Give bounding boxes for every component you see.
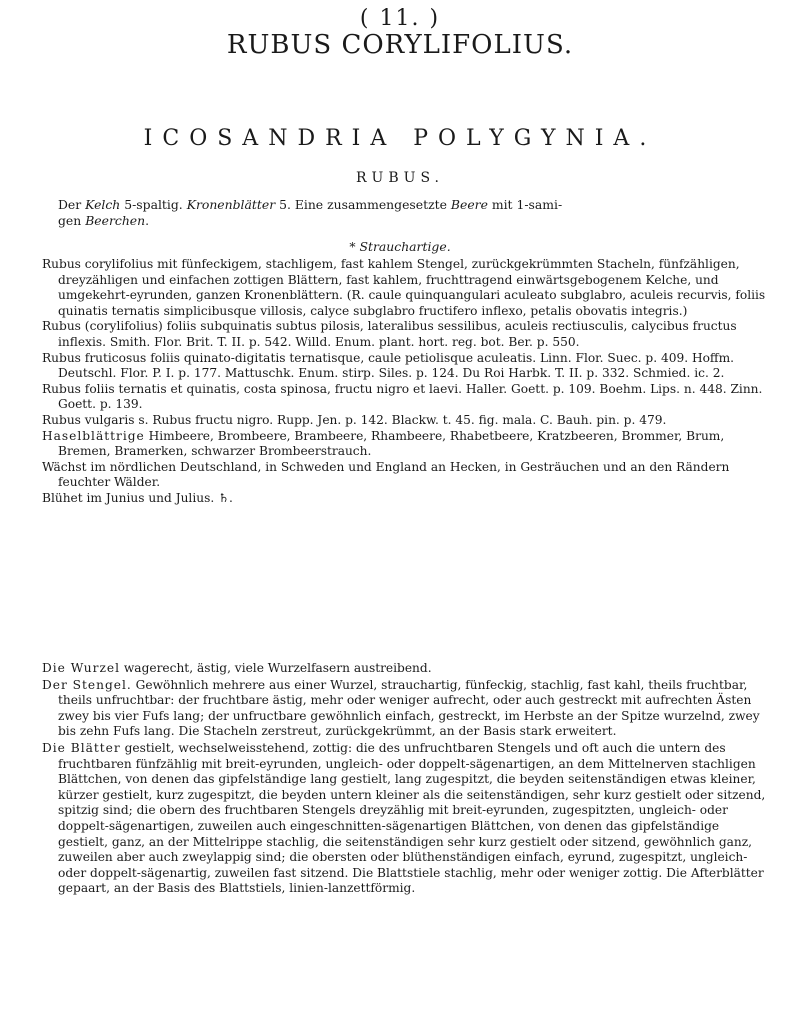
linnaean-class: ICOSANDRIA POLYGYNIA. [143, 126, 657, 151]
description-stem [42, 678, 766, 740]
description-root [42, 661, 766, 677]
synonym-entry [42, 382, 766, 413]
synonym-entry [42, 351, 766, 382]
entry-text: Blühet im Junius und Julius. ♄. [42, 490, 233, 505]
synonym-entry [42, 319, 766, 350]
text-run: mit 1-sami- [487, 197, 563, 212]
common-names-entry [42, 429, 766, 460]
flowering-entry [42, 491, 766, 507]
text-run: 5-spaltig. [120, 197, 187, 212]
entry-text: gestielt, wechselweisstehend, zottig: die des unfruchtbaren Stengels und oft auch die untern des fruchtbaren fünfzählig mit breit-eyrunden, ungleich- oder doppelt-sägenartigen, an dem Mittelnerven stachligen Blättchen, von denen das gipfelständige lang gestielt, lang zugespitzt, die beyden seitenständigen etwas kleiner, kürzer gestielt, kurz zugespitzt, die beyden untern kleiner als die seitenständigen, sehr kurz gestielt oder sitzend, spitzig sind; die obern des fruchtbaren Stengels dreyzählig mit breit-eyrunden, zugespitzten, ungleich- oder doppelt-sägenartigen, zuweilen auch eingeschnitten-sägenartigen Blättchen, von denen das gipfelständige gestielt, ganz, an der Mittelrippe stachlig, die seitenständigen sehr kurz gestielt oder sitzend, gewöhnlich ganz, zuweilen aber auch zweylappig sind; die obersten oder blüthenständigen einfach, eyrund, zugespitzt, ungleich- oder doppelt-sägenartig, zuweilen fast sitzend. Die Blattstiele stachlig, mehr oder weniger zottig. Die Afterblätter gepaart, an der Basis des Blattstiels, linien-lanzettförmig. [58, 740, 766, 896]
entry-text: (corylifolius) foliis subquinatis subtus pilosis, lateralibus sessilibus, aculeis rectiusculis, calycibus fructus inflexis. Smith. Flor. Brit. T. II. p. 542. Willd. Enum. plant. hort. reg. bot. Ber. p. 550. [58, 319, 737, 349]
entry-text: Wächst im nördlichen Deutschland, in Schweden und England an Hecken, in Gesträuchen und an den Rändern feuchter Wälder. [42, 459, 730, 490]
term-kelch: Kelch [85, 197, 121, 212]
page-number: ( 11. ) [359, 6, 441, 31]
entry-lead: Die Wurzel [42, 661, 120, 675]
entry-lead: Der Stengel. [42, 677, 132, 692]
page-title: RUBUS CORYLIFOLIUS. [226, 30, 574, 60]
entry-text: corylifolius mit fünfeckigem, stachligem, fast kahlem Stengel, zurückgekrümmten Stacheln, fünfzähligen, dreyzähligen und einfachen zottigen Blättern, fast kahlem, fruchttragend einwärtsgebogenem Kelche, und umgekehrt-eyrunden, ganzen Kronenblättern. (R. caule quinquangulari aculeato subglabro, aculeis recurvis, foliis quinatis ternatis simplicibusque villosis, calyce subglabro fructifero inflexo, petalis obovatis integris.) [58, 257, 766, 318]
habitat-entry [42, 460, 766, 491]
entry-text: wagerecht, ästig, viele Wurzelfasern austreibend. [120, 661, 432, 675]
genus-description [58, 197, 766, 229]
text-run: 5. Eine zusammengesetzte [275, 197, 451, 212]
entry-text: Himbeere, Brombeere, Brambeere, Rhambeere, Rhabetbeere, Kratzbeeren, Brommer, Brum, Bremen, Bramerken, schwarzer Brombeerstrauch. [58, 428, 725, 459]
section-heading: * Strauchartige. [349, 239, 451, 254]
entry-text: Gewöhnlich mehrere aus einer Wurzel, strauchartig, fünfeckig, stachlig, fast kahl, theils fruchtbar, theils unfruchtbar: der fruchtbare ästig, mehr oder weniger aufrecht, oder auch gestreckt mit aufrechten Ästen zwey bis vier Fufs lang; der unfructbare gewöhnlich einfach, gestreckt, im Herbste an der Spitze wurzelnd, zwey bis zehn Fufs lang. Die Stacheln zerstreut, zurückgekrümmt, an der Basis stark erweitert. [58, 677, 760, 739]
entry-text: foliis ternatis et quinatis, costa spinosa, fructu nigro et laevi. Haller. Goett. p. 109. Boehm. Lips. n. 448. Zinn. Goett. p. 139. [58, 381, 763, 412]
term-beere: Beere [450, 197, 488, 212]
synonym-entry [42, 413, 766, 429]
term-beerchen: Beerchen [85, 213, 146, 228]
entry-lead: Haselblättrige [42, 428, 145, 443]
synonym-entry [42, 257, 766, 319]
entry-lead: Die Blätter [42, 740, 121, 755]
entry-lead: Rubus [42, 319, 81, 334]
synonymy-block [42, 257, 766, 507]
text-run: gen [58, 213, 86, 228]
entry-text: fruticosus foliis quinato-digitatis ternatisque, caule petiolisque aculeatis. Linn. Flor. Suec. p. 409. Hoffm. Deutschl. Flor. P. I. p. 177. Mattuschk. Enum. stirp. Siles. p. 124. Du Roi Harbk. T. II. p. 332. Schmied. ic. 2. [58, 350, 735, 381]
entry-lead: Rubus [42, 350, 81, 365]
text-run: Der [58, 197, 86, 212]
entry-lead: Rubus [42, 381, 81, 396]
genus-heading: RUBUS. [356, 170, 444, 186]
entry-lead: Rubus [42, 257, 81, 271]
morphology-block [42, 661, 766, 898]
text-run: . [145, 213, 150, 228]
description-leaves [42, 741, 766, 897]
term-kronenblaetter: Kronenblätter [186, 197, 276, 212]
entry-text: vulgaris s. Rubus fructu nigro. Rupp. Jen. p. 142. Blackw. t. 45. fig. mala. C. Bauh. pin. p. 479. [80, 412, 667, 427]
entry-lead: Rubus [42, 412, 81, 427]
